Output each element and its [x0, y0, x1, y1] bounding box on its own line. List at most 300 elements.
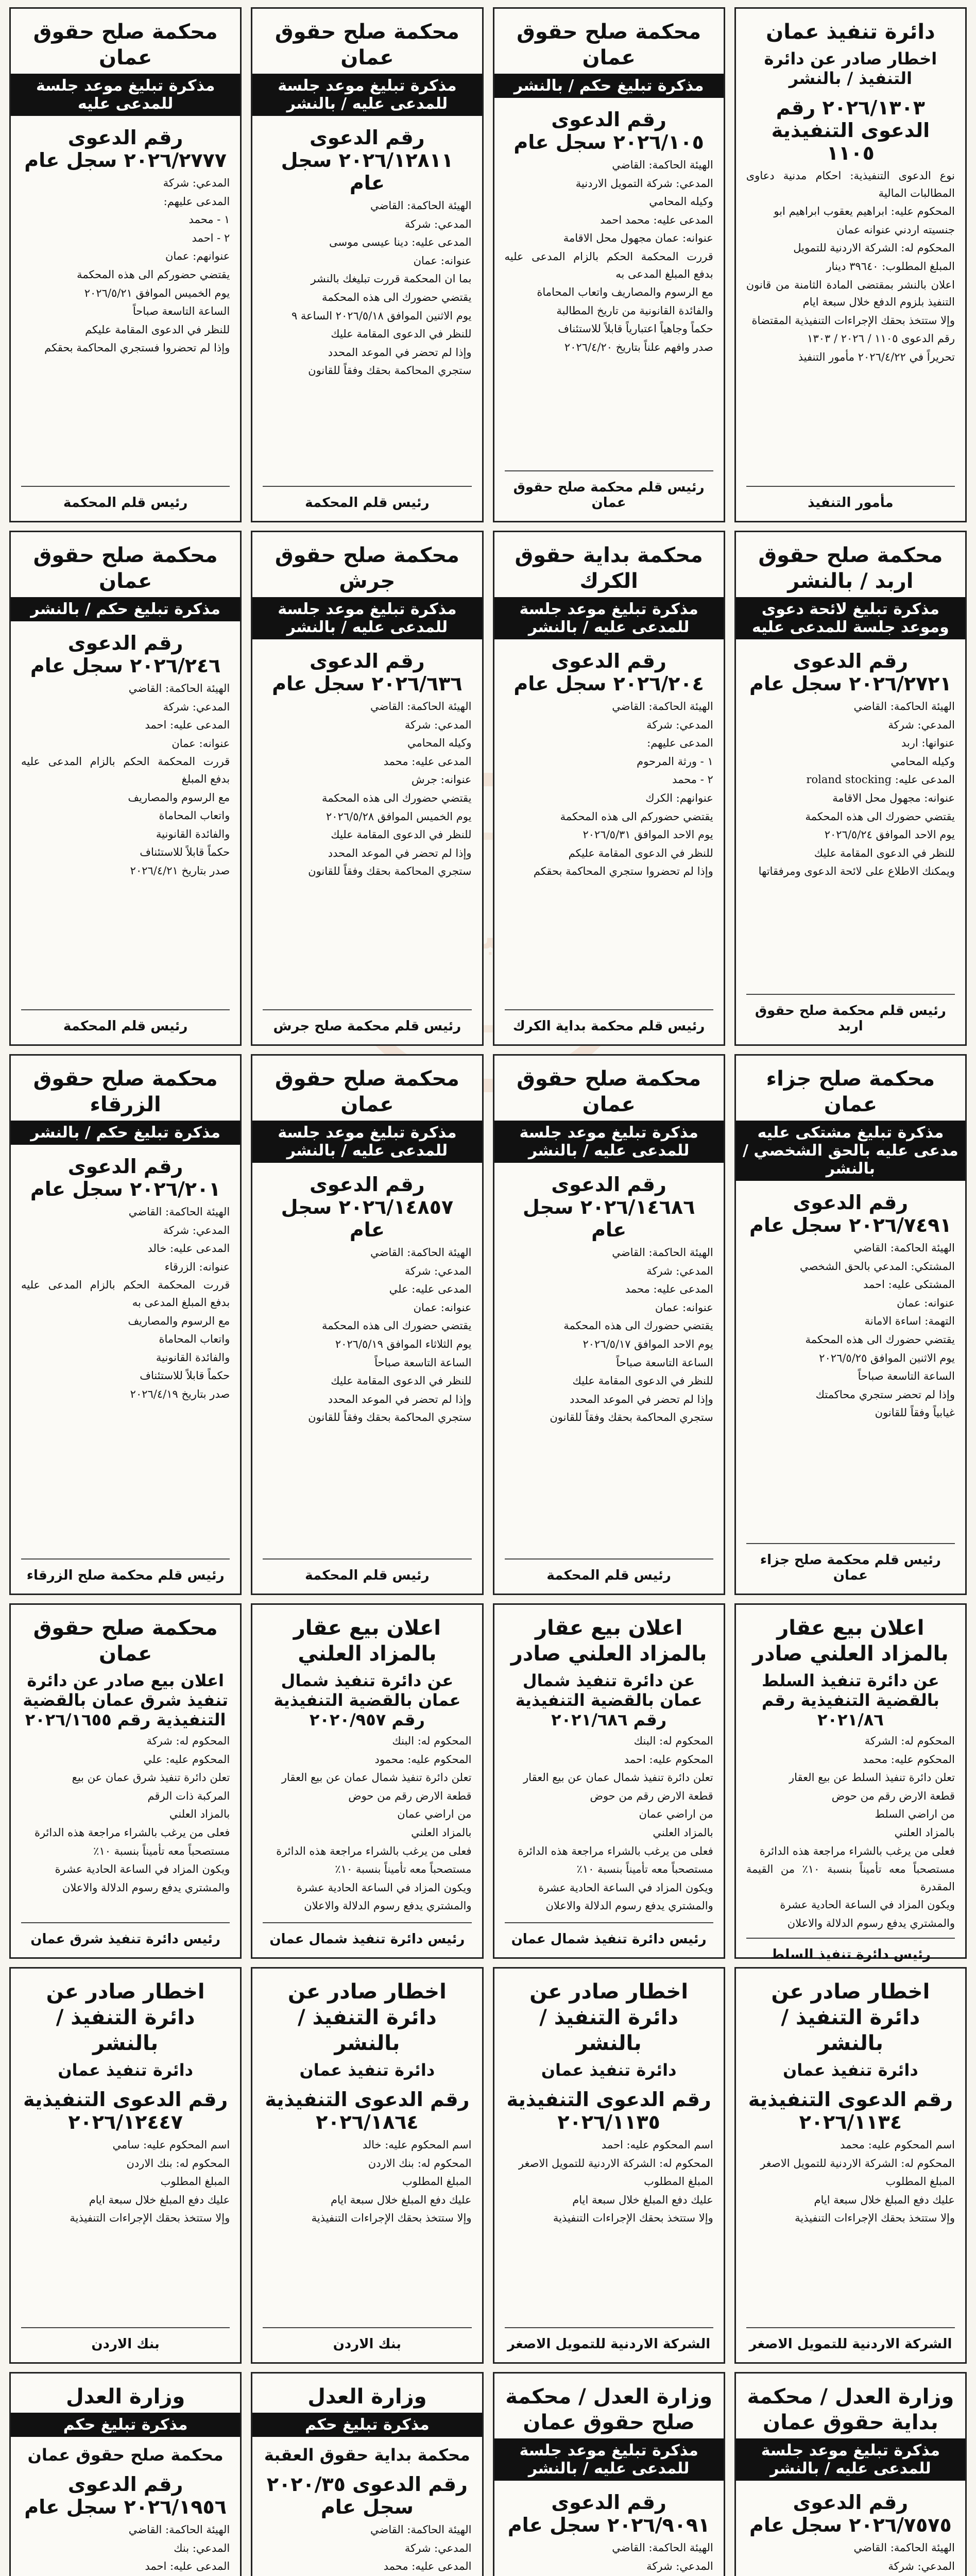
notice-body: [21, 1733, 230, 1918]
notice-line: اسم المحكوم عليه: محمد: [840, 2139, 955, 2151]
notice-line: يقتضي حضورك الى هذه المحكمة: [322, 791, 472, 804]
notice-line: عنوانها: اربد: [901, 737, 955, 750]
notice-line: صدر وافهم علناً بتاريخ ٢٠٢٦/٤/٢٠: [564, 341, 713, 353]
notice-line: عنوانه: عمان مجهول محل الاقامة: [563, 232, 713, 245]
legal-notice: [9, 7, 242, 522]
notice-line: الهيئة الحاكمة: القاضي: [128, 2523, 230, 2536]
notice-line: ٢ - احمد: [192, 231, 230, 244]
notice-line: المدعى عليه: roland stocking: [806, 773, 955, 786]
notice-line: واتعاب المحاماة: [159, 1333, 230, 1346]
notice-line: يقتضي حضورك الى هذه المحكمة: [322, 291, 472, 303]
legal-notices-grid: [9, 7, 967, 2576]
notice-line: التهمة: اساءة الامانة: [864, 1315, 955, 1328]
notice-court-heading: محكمة بداية حقوق الكرك: [515, 544, 703, 593]
notice-type-bar: مذكرة تبليغ موعد جلسة للمدعى عليه / بالنشر: [252, 74, 482, 116]
notice-line: يوم الاثنين الموافق ٢٠٢٦/٥/٢٥: [819, 1351, 955, 1364]
divider: [21, 1558, 230, 1560]
notice-line: المدعى عليه: احمد: [145, 2560, 230, 2573]
notice-body: [746, 2137, 955, 2323]
case-number: رقم الدعوى ٢٠٢٦/٢٤٦ سجل عام: [30, 632, 221, 677]
notice-court-heading: محكمة صلح حقوق عمان: [33, 1616, 218, 1666]
notice-type-bar: مذكرة تبليغ حكم / بالنشر: [11, 597, 240, 621]
notice-line: حكماً قابلاً للاستئناف: [140, 1369, 230, 1382]
notice-line: المبلغ المطلوب: [644, 2175, 713, 2188]
notice-line: اعلان بالنشر بمقتضى المادة الثامنة من قانون التنفيذ بلزوم الدفع خلال سبعة ايام: [746, 278, 955, 309]
notice-line: يوم الاثنين الموافق ٢٠٢٦/٥/١٨ الساعة ٩: [291, 309, 472, 322]
notice-line: من اراضي السلط: [875, 1808, 955, 1821]
notice-line: المدعي: شركة: [646, 2560, 713, 2572]
notice-line: قررت المحكمة الحكم بالزام المدعى عليه بدفع المبلغ المدعى به: [504, 250, 713, 280]
notice-line: الساعة التاسعة صباحاً: [374, 1356, 472, 1369]
notice-signature: رئيس قلم المحكمة: [63, 495, 188, 511]
notice-line: المبلغ المطلوب: ٣٩٦٤٠ دينار: [826, 260, 955, 273]
notice-line: الهيئة الحاكمة: القاضي: [370, 1246, 472, 1259]
legal-notice: [251, 1054, 483, 1595]
notice-line: الهيئة الحاكمة: القاضي: [853, 700, 955, 713]
notice-court-heading: محكمة صلح حقوق عمان: [517, 1067, 701, 1116]
notice-line: الهيئة الحاكمة: القاضي: [612, 700, 713, 713]
notice-line: وإلا ستتخذ بحقك الإجراءات التنفيذية: [795, 2212, 955, 2225]
notice-line: والمشتري يدفع رسوم الدلالة والاعلان: [545, 1900, 713, 1912]
notice-line: المدعى عليه: محمد: [383, 2560, 472, 2573]
case-number: رقم الدعوى التنفيذية ٢٠٢٦/١٢٤٤٧: [23, 2088, 228, 2133]
notice-line: ٢ - محمد: [672, 773, 713, 786]
notice-line: يقتضي حضوركم الى هذه المحكمة: [560, 810, 713, 823]
notice-line: يوم الاحد الموافق ٢٠٢٦/٥/١٧: [583, 1337, 713, 1350]
notice-type-bar: مذكرة تبليغ موعد جلسة للمدعى عليه / بالنشر: [494, 597, 724, 639]
notice-type-bar: مذكرة تبليغ موعد جلسة للمدعى عليه / بالنشر: [252, 597, 482, 639]
notice-line: يقتضي حضورك الى هذه المحكمة: [563, 1319, 713, 1332]
notice-line: الهيئة الحاكمة: القاضي: [128, 1206, 230, 1218]
notice-line: المدعى عليه: محمد احمد: [600, 213, 713, 226]
notice-body: [746, 2539, 955, 2576]
legal-notice: [251, 531, 483, 1046]
notice-signature: رئيس قلم المحكمة: [305, 1568, 430, 1583]
notice-line: والمشتري يدفع رسوم الدلالة والاعلان: [62, 1881, 230, 1894]
notice-line: واتعاب المحاماة: [159, 809, 230, 822]
notice-line: مستصحباً معه تأميناً بنسبة ١٠٪ من القيمة المقدرة: [746, 1863, 955, 1893]
notice-line: صدر بتاريخ ٢٠٢٦/٤/١٩: [130, 1387, 230, 1400]
divider: [505, 1558, 713, 1560]
notice-body: [21, 2137, 230, 2323]
notice-type-bar: مذكرة تبليغ لائحة دعوى وموعد جلسة للمدعى عليه: [736, 597, 965, 639]
notice-line: للنظر في الدعوى المقامة عليك: [331, 828, 472, 841]
notice-line: يوم الخميس الموافق ٢٠٢٦/٥/٢٨: [326, 810, 472, 823]
notice-subheading: عن دائرة تنفيذ شمال عمان بالقضية التنفيذية رقم ٢٠٢٠/٩٥٧: [273, 1671, 461, 1730]
notice-line: عنوانه: عمان: [413, 1301, 472, 1314]
notice-signature: رئيس قلم محكمة صلح حقوق عمان: [513, 480, 705, 511]
notice-line: ستجري المحاكمة بحقك وفقاً للقانون: [308, 1411, 472, 1424]
notice-line: الهيئة الحاكمة: القاضي: [370, 2523, 472, 2536]
case-number: رقم الدعوى ٢٠٢٦/٧٥٧٥ سجل عام: [749, 2491, 952, 2536]
notice-signature: رئيس دائرة تنفيذ شمال عمان: [511, 1931, 707, 1947]
notice-line: المبلغ المطلوب: [402, 2175, 472, 2188]
notice-signature: الشركة الاردنية للتمويل الاصغر: [749, 2336, 952, 2352]
notice-body: [505, 2137, 713, 2323]
legal-notice: [734, 1603, 967, 1962]
notice-court-heading: محكمة صلح حقوق اربد / بالنشر: [758, 544, 943, 593]
notice-body: [263, 197, 471, 482]
divider: [505, 1922, 713, 1923]
notice-line: قطعة الارض رقم من حوض: [831, 1789, 955, 1802]
notice-type-bar: مذكرة تبليغ موعد جلسة للمدعى عليه / بالنشر: [736, 2438, 965, 2481]
case-number: رقم الدعوى ٢٠٢٦/٧٤٩١ سجل عام: [749, 1191, 952, 1236]
notice-line: المحكوم له: الشركة: [864, 1735, 955, 1747]
notice-line: فعلى من يرغب بالشراء مراجعة هذه الدائرة: [34, 1826, 230, 1839]
notice-line: مستصحباً معه تأميناً بنسبة ١٠٪: [93, 1844, 230, 1857]
divider: [505, 470, 713, 471]
notice-signature: رئيس قلم محكمة صلح الزرقاء: [26, 1568, 225, 1583]
notice-line: المشتكي: المدعي بالحق الشخصي: [799, 1260, 955, 1273]
notice-line: المبلغ المطلوب: [885, 2175, 955, 2188]
notice-line: وإلا ستتخذ بحقك الإجراءات التنفيذية: [311, 2212, 472, 2225]
notice-line: المحكوم عليه: محمد: [863, 1753, 955, 1766]
notice-signature: رئيس دائرة تنفيذ السلط: [770, 1946, 931, 1962]
notice-line: فعلى من يرغب بالشراء مراجعة هذه الدائرة: [276, 1844, 472, 1857]
notice-line: المحكوم له: البنك: [392, 1735, 472, 1747]
notice-line: حكماً وجاهياً اعتبارياً قابلاً للاستئناف: [558, 323, 713, 335]
notice-line: المدعي: شركة: [888, 718, 955, 731]
notice-line: عليك دفع المبلغ خلال سبعة ايام: [331, 2193, 472, 2206]
notice-line: وإلا ستتخذ بحقك الإجراءات التنفيذية: [70, 2212, 230, 2225]
case-number: رقم الدعوى ٢٠٢٦/١٢٨١١ سجل عام: [281, 126, 454, 194]
notice-line: تحريراً في ٢٠٢٦/٤/٢٢ مأمور التنفيذ: [798, 350, 955, 363]
divider: [746, 994, 955, 995]
legal-notice: [9, 1967, 242, 2364]
notice-court-heading: وزارة العدل / محكمة بداية حقوق عمان: [747, 2385, 954, 2434]
notice-line: المدعي: شركة: [888, 2560, 955, 2572]
notice-signature: الشركة الاردنية للتمويل الاصغر: [507, 2336, 711, 2352]
legal-notice: [251, 1603, 483, 1959]
notice-line: وإذا لم تحضر في الموعد المحدد: [328, 846, 472, 859]
divider: [263, 1558, 471, 1560]
notice-line: اسم المحكوم عليه: سامي: [112, 2139, 230, 2151]
legal-notice: [251, 1967, 483, 2364]
divider: [746, 2327, 955, 2328]
notice-body: [505, 1733, 713, 1918]
notice-subheading: محكمة بداية حقوق العقبة: [264, 2445, 470, 2465]
legal-notice: [9, 1054, 242, 1595]
notice-court-heading: اعلان بيع عقار بالمزاد العلني: [293, 1616, 441, 1666]
notice-line: تعلن دائرة تنفيذ شمال عمان عن بيع العقار: [281, 1771, 472, 1784]
legal-notice: [493, 1054, 725, 1595]
notice-line: المدعى عليه: دينا عيسى موسى: [329, 236, 472, 249]
case-number: رقم الدعوى التنفيذية ٢٠٢٦/١١٣٥: [506, 2088, 711, 2133]
notice-line: والمشتري يدفع رسوم الدلالة والاعلان: [787, 1917, 955, 1929]
notice-signature: مأمور التنفيذ: [808, 495, 894, 511]
notice-line: مستصحباً معه تأميناً بنسبة ١٠٪: [576, 1863, 713, 1876]
notice-signature: رئيس دائرة تنفيذ شمال عمان: [269, 1931, 465, 1947]
notice-line: بما ان المحكمة قررت تبليغك بالنشر: [311, 273, 472, 285]
legal-notice: [251, 2372, 483, 2576]
divider: [21, 486, 230, 487]
notice-line: وإذا لم تحضروا ستجري المحاكمة بحقكم: [533, 865, 713, 878]
notice-line: ويمكنك الاطلاع على لائحة الدعوى ومرفقاتها: [758, 865, 955, 878]
notice-line: مستصحباً معه تأميناً بنسبة ١٠٪: [335, 1863, 472, 1876]
case-number: رقم الدعوى ٢٠٢٦/١٠٥ سجل عام: [513, 108, 704, 154]
notice-line: ويكون المزاد في الساعة الحادية عشرة: [55, 1863, 230, 1876]
notice-subheading: دائرة تنفيذ عمان: [782, 2060, 918, 2080]
notice-line: قطعة الارض رقم من حوض: [590, 1789, 713, 1802]
notice-line: ١ - محمد: [189, 213, 230, 226]
notice-line: المدعي: شركة: [404, 217, 472, 230]
legal-notice: [9, 531, 242, 1046]
notice-line: عليك دفع المبلغ خلال سبعة ايام: [572, 2193, 713, 2206]
notice-line: للنظر في الدعوى المقامة عليك: [331, 1375, 472, 1387]
notice-line: حكماً قابلاً للاستئناف: [140, 846, 230, 859]
divider: [505, 2327, 713, 2328]
notice-line: عنوانه: عمان: [655, 1301, 713, 1314]
notice-line: المحكوم له: شركة: [146, 1735, 230, 1747]
notice-line: وكيله المحامي: [649, 195, 713, 208]
notice-line: المدعي: شركة: [646, 718, 713, 731]
notice-type-bar: مذكرة تبليغ مشتكى عليه مدعى عليه بالحق الشخصي / بالنشر: [736, 1121, 965, 1181]
case-number: ٢٠٢٦/١٣٠٣ رقم الدعوى التنفيذية ١١٠٥: [771, 96, 930, 164]
notice-line: اسم المحكوم عليه: احمد: [601, 2139, 713, 2151]
notice-line: المدعي: شركة: [404, 718, 472, 731]
legal-notice: [734, 7, 967, 522]
notice-line: المدعي: شركة: [163, 177, 230, 189]
legal-notice: [251, 7, 483, 522]
notice-line: الهيئة الحاكمة: القاضي: [612, 1246, 713, 1259]
divider: [263, 2327, 471, 2328]
notice-line: بالمزاد العلني: [411, 1826, 472, 1839]
case-number: رقم الدعوى ٢٠٢٦/١٤٦٨٦ سجل عام: [522, 1173, 695, 1241]
case-number: رقم الدعوى التنفيذية ٢٠٢٦/١٨٦٤: [265, 2088, 470, 2133]
notice-line: ويكون المزاد في الساعة الحادية عشرة: [780, 1899, 955, 1911]
notice-court-heading: وزارة العدل: [65, 2385, 185, 2409]
notice-court-heading: محكمة صلح حقوق الزرقاء: [33, 1067, 218, 1116]
notice-court-heading: اعلان بيع عقار بالمزاد العلني صادر: [510, 1616, 707, 1666]
notice-subheading: اخطار صادر عن دائرة التنفيذ / بالنشر: [764, 49, 937, 88]
legal-notice: [493, 531, 725, 1046]
notice-line: للنظر في الدعوى المقامة عليكم: [85, 323, 230, 336]
notice-court-heading: اخطار صادر عن دائرة التنفيذ / بالنشر: [771, 1980, 930, 2055]
notice-line: ويكون المزاد في الساعة الحادية عشرة: [296, 1881, 472, 1894]
notice-line: الهيئة الحاكمة: القاضي: [128, 682, 230, 694]
notice-line: ستجري المحاكمة بحقك وفقاً للقانون: [308, 865, 472, 878]
notice-type-bar: مذكرة تبليغ موعد جلسة للمدعى عليه / بالنشر: [252, 1121, 482, 1163]
notice-court-heading: محكمة صلح حقوق عمان: [33, 20, 218, 70]
notice-line: المبلغ المطلوب: [160, 2175, 230, 2188]
notice-subheading: عن دائرة تنفيذ شمال عمان بالقضية التنفيذية رقم ٢٠٢١/٦٨٦: [515, 1671, 703, 1730]
notice-line: عنوانهم: عمان: [165, 250, 230, 263]
notice-line: المدعي: بنك: [174, 2541, 230, 2554]
notice-line: المدعي: شركة: [404, 1264, 472, 1277]
notice-line: فعلى من يرغب بالشراء مراجعة هذه الدائرة: [518, 1844, 713, 1857]
notice-line: رقم الدعوى ١١٠٥ / ٢٠٢٦ / ١٣٠٣: [807, 332, 955, 345]
notice-line: مع الرسوم والمصاريف واتعاب المحاماة: [537, 286, 713, 299]
notice-court-heading: محكمة صلح حقوق عمان: [33, 544, 218, 593]
notice-line: للنظر في الدعوى المقامة عليك: [572, 1375, 713, 1387]
case-number: رقم الدعوى ٢٠٢٠/٣٥ سجل عام: [266, 2473, 468, 2518]
legal-notice: [9, 1603, 242, 1959]
divider: [746, 1938, 955, 1939]
notice-line: المدعي: شركة: [163, 700, 230, 713]
legal-notice: [734, 1054, 967, 1595]
notice-line: فعلى من يرغب بالشراء مراجعة هذه الدائرة: [759, 1844, 955, 1857]
notice-body: [746, 1240, 955, 1539]
legal-notice: [9, 2372, 242, 2576]
case-number: رقم الدعوى ٢٠٢٦/٩٠٩١ سجل عام: [507, 2491, 710, 2536]
divider: [746, 486, 955, 487]
notice-line: الهيئة الحاكمة: القاضي: [370, 700, 472, 713]
notice-body: [746, 698, 955, 990]
notice-line: المحكوم له: البنك: [633, 1735, 713, 1747]
notice-body: [505, 698, 713, 1005]
notice-line: ويكون المزاد في الساعة الحادية عشرة: [538, 1881, 713, 1894]
notice-subheading: دائرة تنفيذ عمان: [299, 2060, 435, 2080]
notice-court-heading: وزارة العدل / محكمة صلح حقوق عمان: [505, 2385, 712, 2434]
notice-court-heading: محكمة صلح حقوق عمان: [275, 20, 459, 70]
notice-body: [21, 1204, 230, 1554]
divider: [21, 1009, 230, 1010]
notice-line: تعلن دائرة تنفيذ شرق عمان عن بيع: [72, 1771, 230, 1784]
case-number: رقم الدعوى ٢٠٢٦/١٩٥٦ سجل عام: [24, 2473, 227, 2518]
notice-line: والمشتري يدفع رسوم الدلالة والاعلان: [304, 1900, 472, 1912]
notice-subheading: دائرة تنفيذ عمان: [58, 2060, 194, 2080]
notice-line: المحكوم له: بنك الاردن: [126, 2157, 230, 2170]
notice-signature: رئيس دائرة تنفيذ شرق عمان: [30, 1931, 220, 1947]
notice-body: [21, 680, 230, 1005]
legal-notice: [493, 2372, 725, 2576]
notice-line: عنوانه: عمان: [897, 1296, 955, 1309]
divider: [263, 1009, 471, 1010]
notice-signature: رئيس قلم المحكمة: [305, 495, 430, 511]
notice-body: [263, 1733, 471, 1918]
notice-line: وإلا ستتخذ بحقك الإجراءات التنفيذية: [553, 2212, 713, 2225]
notice-line: للنظر في الدعوى المقامة عليك: [814, 846, 955, 859]
notice-signature: رئيس قلم المحكمة: [63, 1019, 188, 1034]
watermark-text: الأخبارية: [413, 915, 563, 957]
notice-line: المحكوم له: الشركة الاردنية للتمويل الاصغر: [760, 2157, 955, 2170]
notice-body: [21, 175, 230, 482]
notice-line: والفائدة القانونية من تاريخ المطالبة: [556, 304, 713, 317]
notice-line: قطعة الارض رقم من حوض: [348, 1789, 472, 1802]
notice-body: [746, 1733, 955, 1934]
notice-type-bar: مذكرة تبليغ حكم: [252, 2413, 482, 2437]
notice-line: نوع الدعوى التنفيذية: احكام مدنية دعاوى المطالبات المالية: [746, 170, 955, 199]
notice-signature: رئيس قلم محكمة صلح جزاء عمان: [760, 1552, 941, 1583]
notice-line: الهيئة الحاكمة: القاضي: [853, 1242, 955, 1254]
notice-body: [505, 2539, 713, 2576]
notice-line: المدعي: شركة: [646, 1264, 713, 1277]
notice-line: وإذا لم تحضروا فستجري المحاكمة بحقكم: [44, 342, 230, 354]
notice-signature: رئيس قلم محكمة صلح حقوق اربد: [755, 1003, 946, 1034]
notice-court-heading: اخطار صادر عن دائرة التنفيذ / بالنشر: [529, 1980, 689, 2055]
notice-line: يقتضي حضورك الى هذه المحكمة: [805, 810, 955, 823]
notice-body: [505, 1244, 713, 1554]
notice-body: [21, 2521, 230, 2576]
legal-notice: [493, 7, 725, 522]
notice-line: المدعى عليه: احمد: [145, 719, 230, 732]
notice-line: قررت المحكمة الحكم بالزام المدعى عليه بدفع المبلغ: [21, 755, 230, 785]
notice-type-bar: مذكرة تبليغ موعد جلسة للمدعى عليه / بالنشر: [494, 1121, 724, 1163]
notice-line: المحكوم عليه: محمود: [374, 1753, 472, 1766]
notice-line: يقتضي حضوركم الى هذه المحكمة: [77, 268, 230, 281]
notice-line: عليك دفع المبلغ خلال سبعة ايام: [89, 2193, 230, 2206]
notice-line: عنوانه: عمان: [172, 737, 230, 750]
notice-line: والفائدة القانونية: [156, 827, 230, 840]
notice-line: والفائدة القانونية: [156, 1351, 230, 1364]
notice-line: عنوانه: مجهول محل الاقامة: [832, 791, 955, 804]
legal-notice: [493, 1603, 725, 1959]
notice-line: المدعى عليه: علي: [389, 1283, 472, 1296]
divider: [505, 1009, 713, 1010]
notice-body: [505, 157, 713, 466]
notice-line: المحكوم عليه: احمد: [624, 1753, 713, 1766]
notice-body: [263, 698, 471, 1005]
notice-line: صدر بتاريخ ٢٠٢٦/٤/٢١: [130, 864, 230, 877]
notice-subheading: اعلان بيع صادر عن دائرة تنفيذ شرق عمان بالقضية التنفيذية رقم ٢٠٢٦/١٦٥٥: [23, 1671, 229, 1730]
notice-line: وكيله المحامي: [407, 737, 472, 750]
notice-line: للنظر في الدعوى المقامة عليك: [331, 328, 472, 341]
notice-line: عنوانه: عمان: [413, 254, 472, 267]
notice-subheading: عن دائرة تنفيذ السلط بالقضية التنفيذية رقم ٢٠٢١/٨٦: [761, 1671, 939, 1730]
notice-line: من اراضي عمان: [397, 1808, 472, 1821]
notice-court-heading: محكمة صلح حقوق عمان: [275, 1067, 459, 1116]
case-number: رقم الدعوى ٢٠٢٦/٦٣٦ سجل عام: [272, 650, 463, 695]
divider: [263, 486, 471, 487]
divider: [746, 1543, 955, 1544]
notice-line: قررت المحكمة الحكم بالزام المدعى عليه بدفع المبلغ المدعى به: [21, 1279, 230, 1309]
notice-court-heading: اخطار صادر عن دائرة التنفيذ / بالنشر: [46, 1980, 205, 2055]
notice-type-bar: مذكرة تبليغ حكم / بالنشر: [494, 74, 724, 98]
notice-line: وإذا لم تحضر ستجري محاكمتك: [815, 1388, 955, 1401]
notice-line: عنوانه: جرش: [411, 773, 472, 786]
notice-subheading: محكمة صلح حقوق عمان: [27, 2445, 224, 2465]
notice-line: المحكوم له: بنك الاردن: [368, 2157, 472, 2170]
notice-line: عنوانهم: الكرك: [645, 791, 713, 804]
notice-signature: رئيس قلم المحكمة: [546, 1568, 671, 1583]
notice-signature: بنك الاردن: [91, 2336, 160, 2352]
notice-line: من اراضي عمان: [639, 1808, 713, 1821]
notice-line: وإذا لم تحضر في الموعد المحدد: [328, 1393, 472, 1405]
notice-line: المحكوم عليه: علي: [143, 1753, 230, 1766]
legal-notice: [734, 2372, 967, 2576]
notice-line: اسم المحكوم عليه: خالد: [362, 2139, 472, 2151]
notice-line: ١ - ورثة المرحوم: [637, 755, 713, 768]
notice-line: للنظر في الدعوى المقامة عليكم: [568, 846, 713, 859]
notice-body: [263, 2137, 471, 2323]
notice-line: المدعى عليه: خالد: [147, 1242, 230, 1255]
legal-notice: [734, 531, 967, 1046]
notice-court-heading: دائرة تنفيذ عمان: [766, 20, 935, 44]
notice-line: غيابياً وفقاً للقانون: [875, 1406, 955, 1419]
notice-line: وإذا لم تحضر في الموعد المحدد: [328, 346, 472, 359]
notice-signature: بنك الاردن: [333, 2336, 402, 2352]
notice-line: المدعى عليه: محمد: [383, 755, 472, 768]
notice-line: وإذا لم تحضر في الموعد المحدد: [570, 1393, 713, 1405]
notice-line: الهيئة الحاكمة: القاضي: [612, 2541, 713, 2554]
notice-line: بالمزاد العلني: [653, 1826, 713, 1839]
notice-court-heading: محكمة صلح جزاء عمان: [766, 1067, 935, 1116]
notice-line: ستجري المحاكمة بحقك وفقاً للقانون: [308, 364, 472, 377]
notice-court-heading: اعلان بيع عقار بالمزاد العلني صادر: [752, 1616, 949, 1666]
notice-line: يوم الخميس الموافق ٢٠٢٦/٥/٢١: [84, 286, 230, 299]
notice-line: جنسيته اردني عنوانه عمان: [836, 223, 955, 236]
notice-line: المدعى عليهم:: [163, 195, 230, 208]
notice-line: يقتضي حضورك الى هذه المحكمة: [322, 1319, 472, 1332]
notice-type-bar: مذكرة تبليغ موعد جلسة للمدعى عليه / بالنشر: [494, 2438, 724, 2481]
legal-notice: [734, 1967, 967, 2364]
notice-line: الهيئة الحاكمة: القاضي: [370, 199, 472, 212]
notice-type-bar: مذكرة تبليغ موعد جلسة للمدعى عليه: [11, 74, 240, 116]
notice-line: بالمزاد العلني: [169, 1808, 230, 1821]
divider: [21, 1922, 230, 1923]
case-number: رقم الدعوى ٢٠٢٦/٢٠١ سجل عام: [30, 1155, 221, 1200]
notice-line: يوم الثلاثاء الموافق ٢٠٢٦/٥/١٩: [335, 1337, 472, 1350]
